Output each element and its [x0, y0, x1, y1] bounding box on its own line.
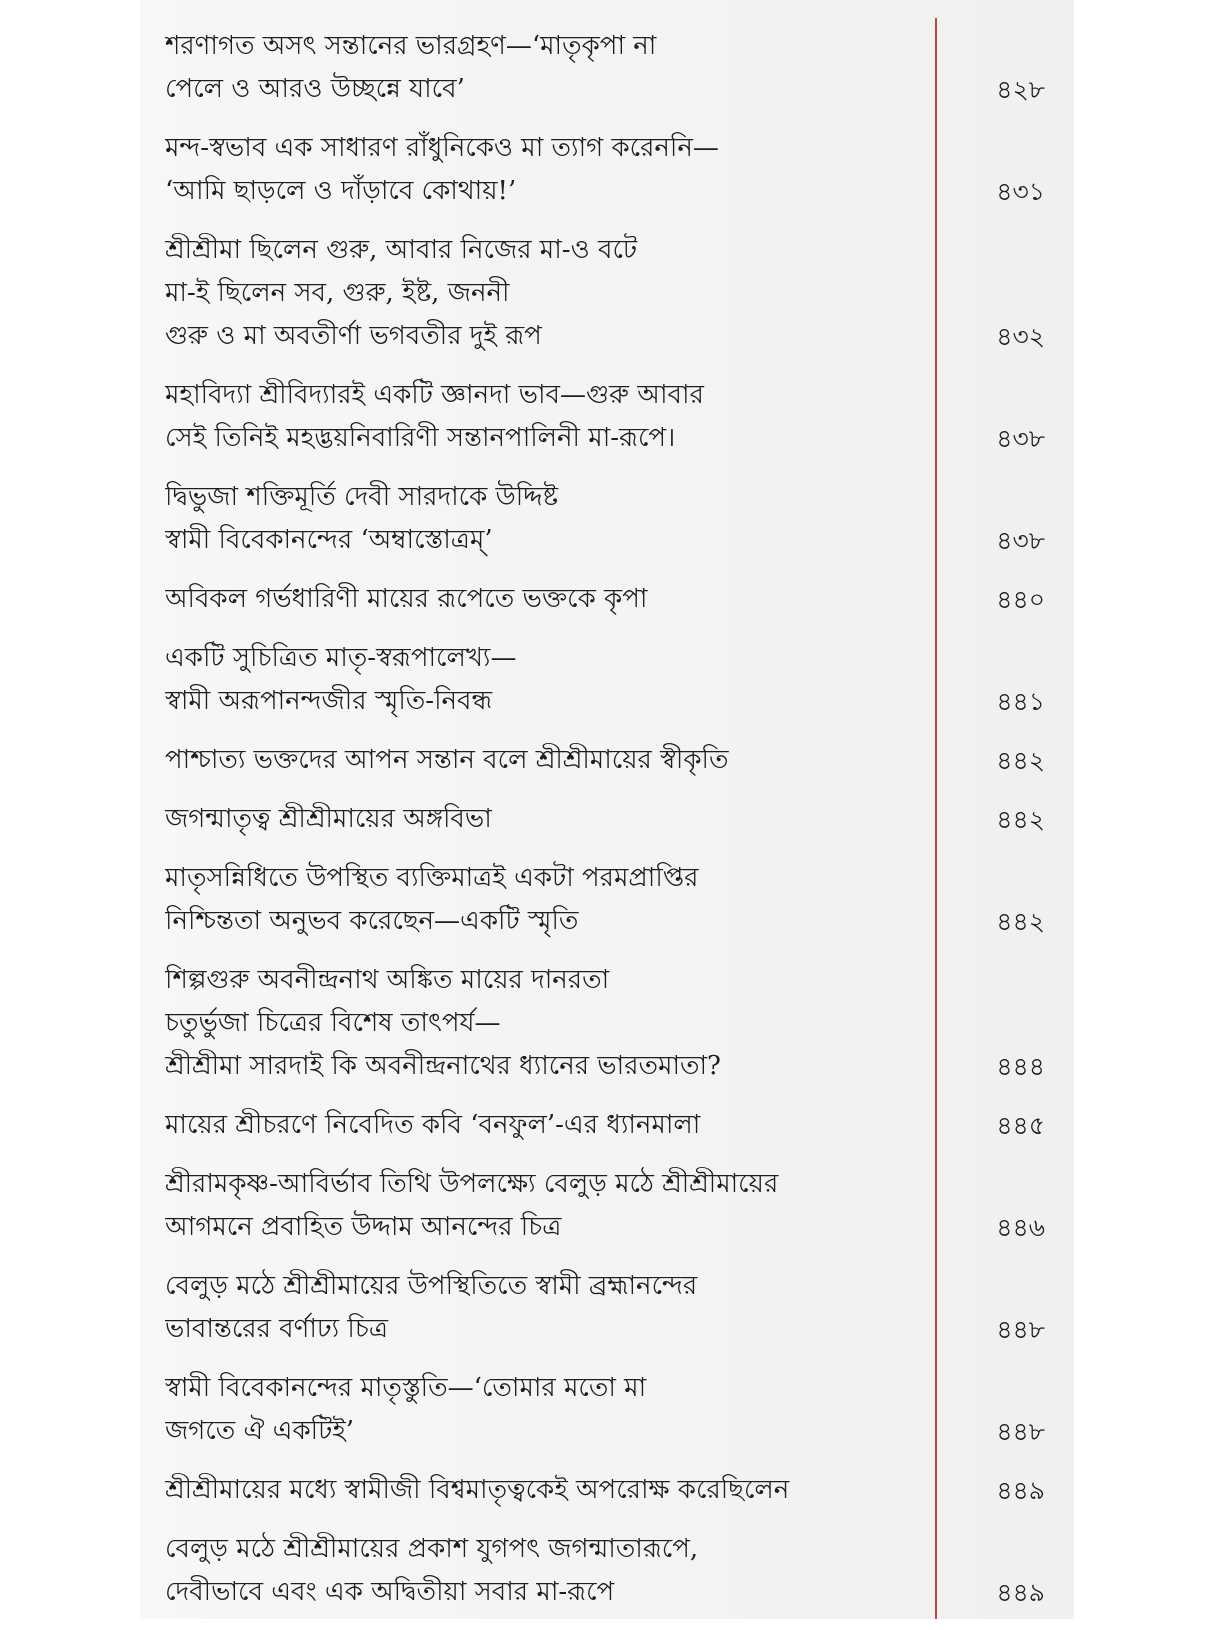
toc-entry-title-line: নিশ্চিন্ততা অনুভব করেছেন—একটি স্মৃতি — [165, 906, 579, 936]
toc-entry-title-line: মন্দ-স্বভাব এক সাধারণ রাঁধুনিকেও মা ত্যাগ করেননি— — [165, 133, 719, 163]
toc-entry — [165, 374, 1045, 460]
toc-entry-title-line: স্বামী বিবেকানন্দের মাতৃস্তুতি—‘তোমার মতো মা — [165, 1373, 647, 1403]
toc-entry-title-line: পেলে ও আরও উচ্ছন্নে যাবে’ — [165, 74, 465, 104]
toc-page-number: ৪৪২ — [996, 907, 1045, 936]
toc-entry-title-line: অবিকল গর্ভধারিণী মায়ের রূপেতে ভক্তকে কৃপা — [165, 584, 648, 614]
toc-page-number: ৪৪২ — [996, 805, 1045, 834]
toc-entry-title-line: শ্রীশ্রীমা সারদাই কি অবনীন্দ্রনাথের ধ্যানের ভারতমাতা? — [165, 1051, 721, 1081]
toc-entry — [165, 1163, 1045, 1249]
toc-page-number: ৪৪৯ — [996, 1476, 1045, 1505]
toc-entry-title-line: দ্বিভুজা শক্তিমূর্তি দেবী সারদাকে উদ্দিষ্ট — [165, 482, 559, 512]
toc-entry-title-line: ‘আমি ছাড়লে ও দাঁড়াবে কোথায়!’ — [165, 176, 517, 206]
toc-page-number: ৪৩১ — [996, 177, 1045, 206]
toc-entry — [165, 1104, 1045, 1147]
toc-entry-title-line: মায়ের শ্রীচরণে নিবেদিত কবি ‘বনফুল’-এর ধ্যানমালা — [165, 1110, 701, 1140]
toc-entry-title-line: শ্রীশ্রীমায়ের মধ্যে স্বামীজী বিশ্বমাতৃত্বকেই অপরোক্ষ করেছিলেন — [165, 1475, 790, 1505]
toc-entry-title-line: পাশ্চাত্য ভক্তদের আপন সন্তান বলে শ্রীশ্রীমায়ের স্বীকৃতি — [165, 745, 729, 775]
toc-entry — [165, 229, 1045, 358]
toc-page-number: ৪২৮ — [996, 75, 1045, 104]
toc-page-number: ৪৩২ — [996, 322, 1045, 351]
toc-entry-title-line: শরণাগত অসৎ সন্তানের ভারগ্রহণ—‘মাতৃকৃপা না — [165, 31, 657, 61]
toc-entry-title-line: শ্রীশ্রীমা ছিলেন গুরু, আবার নিজের মা-ও বটে — [165, 235, 638, 265]
toc-page-number: ৪৪২ — [996, 746, 1045, 775]
toc-entry-title-line: শ্রীরামকৃষ্ণ-আবির্ভাব তিথি উপলক্ষ্যে বেলুড় মঠে শ্রীশ্রীমায়ের — [165, 1169, 779, 1199]
toc-entry — [165, 127, 1045, 213]
toc-entry — [165, 1367, 1045, 1453]
table-of-contents — [165, 25, 1045, 1630]
toc-page-number: ৪৪৮ — [996, 1315, 1045, 1344]
toc-entry-title-line: সেই তিনিই মহদ্ভয়নিবারিণী সন্তানপালিনী মা-রূপে। — [165, 423, 676, 453]
toc-entry-title-line: চতুর্ভুজা চিত্রের বিশেষ তাৎপর্য— — [165, 1008, 501, 1038]
toc-page-number: ৪৪৪ — [996, 1052, 1045, 1081]
toc-page-number: ৪৪৯ — [996, 1578, 1045, 1607]
toc-entry — [165, 1469, 1045, 1512]
toc-entry — [165, 476, 1045, 562]
toc-entry-title-line: মাতৃসন্নিধিতে উপস্থিত ব্যক্তিমাত্রই একটা পরমপ্রাপ্তির — [165, 863, 699, 893]
toc-entry-title-line: মহাবিদ্যা শ্রীবিদ্যারই একটি জ্ঞানদা ভাব—গুরু আবার — [165, 380, 704, 410]
toc-entry-title-line: শিল্পগুরু অবনীন্দ্রনাথ অঙ্কিত মায়ের দানরতা — [165, 965, 610, 995]
toc-entry-title-line: মা-ই ছিলেন সব, গুরু, ইষ্ট, জননী — [165, 278, 510, 308]
toc-entry-title-line: বেলুড় মঠে শ্রীশ্রীমায়ের প্রকাশ যুগপৎ জগন্মাতারূপে, — [165, 1534, 699, 1564]
toc-entry-title-line: জগতে ঐ একটিই’ — [165, 1416, 355, 1446]
toc-entry — [165, 959, 1045, 1088]
toc-entry-title-line: গুরু ও মা অবতীর্ণা ভগবতীর দুই রূপ — [165, 321, 542, 351]
toc-page-number: ৪৪১ — [996, 687, 1045, 716]
toc-entry — [165, 739, 1045, 782]
toc-entry-title-line: বেলুড় মঠে শ্রীশ্রীমায়ের উপস্থিতিতে স্বামী ব্রহ্মানন্দের — [165, 1271, 698, 1301]
toc-page-number: ৪৪৫ — [996, 1111, 1045, 1140]
toc-entry-title-line: একটি সুচিত্রিত মাতৃ-স্বরূপালেখ্য— — [165, 643, 517, 673]
toc-entry — [165, 1528, 1045, 1614]
toc-entry-title-line: জগন্মাতৃত্ব শ্রীশ্রীমায়ের অঙ্গবিভা — [165, 804, 492, 834]
toc-page-number: ৪৪৮ — [996, 1417, 1045, 1446]
toc-entry-title-line: ভাবান্তরের বর্ণাঢ্য চিত্র — [165, 1314, 388, 1344]
toc-entry — [165, 857, 1045, 943]
toc-entry-title-line: দেবীভাবে এবং এক অদ্বিতীয়া সবার মা-রূপে — [165, 1577, 615, 1607]
toc-entry — [165, 798, 1045, 841]
toc-page-number: ৪৪০ — [996, 585, 1045, 614]
toc-entry-title-line: স্বামী অরূপানন্দজীর স্মৃতি-নিবন্ধ — [165, 686, 493, 716]
toc-entry-title-line: স্বামী বিবেকানন্দের ‘অম্বাস্তোত্রম্’ — [165, 525, 493, 555]
toc-entry-title-line: আগমনে প্রবাহিত উদ্দাম আনন্দের চিত্র — [165, 1212, 562, 1242]
toc-entry — [165, 1265, 1045, 1351]
toc-page-number: ৪৩৮ — [996, 424, 1045, 453]
toc-entry — [165, 578, 1045, 621]
toc-page-number: ৪৪৬ — [996, 1213, 1045, 1242]
toc-page-number: ৪৩৮ — [996, 526, 1045, 555]
toc-entry — [165, 637, 1045, 723]
toc-entry — [165, 25, 1045, 111]
